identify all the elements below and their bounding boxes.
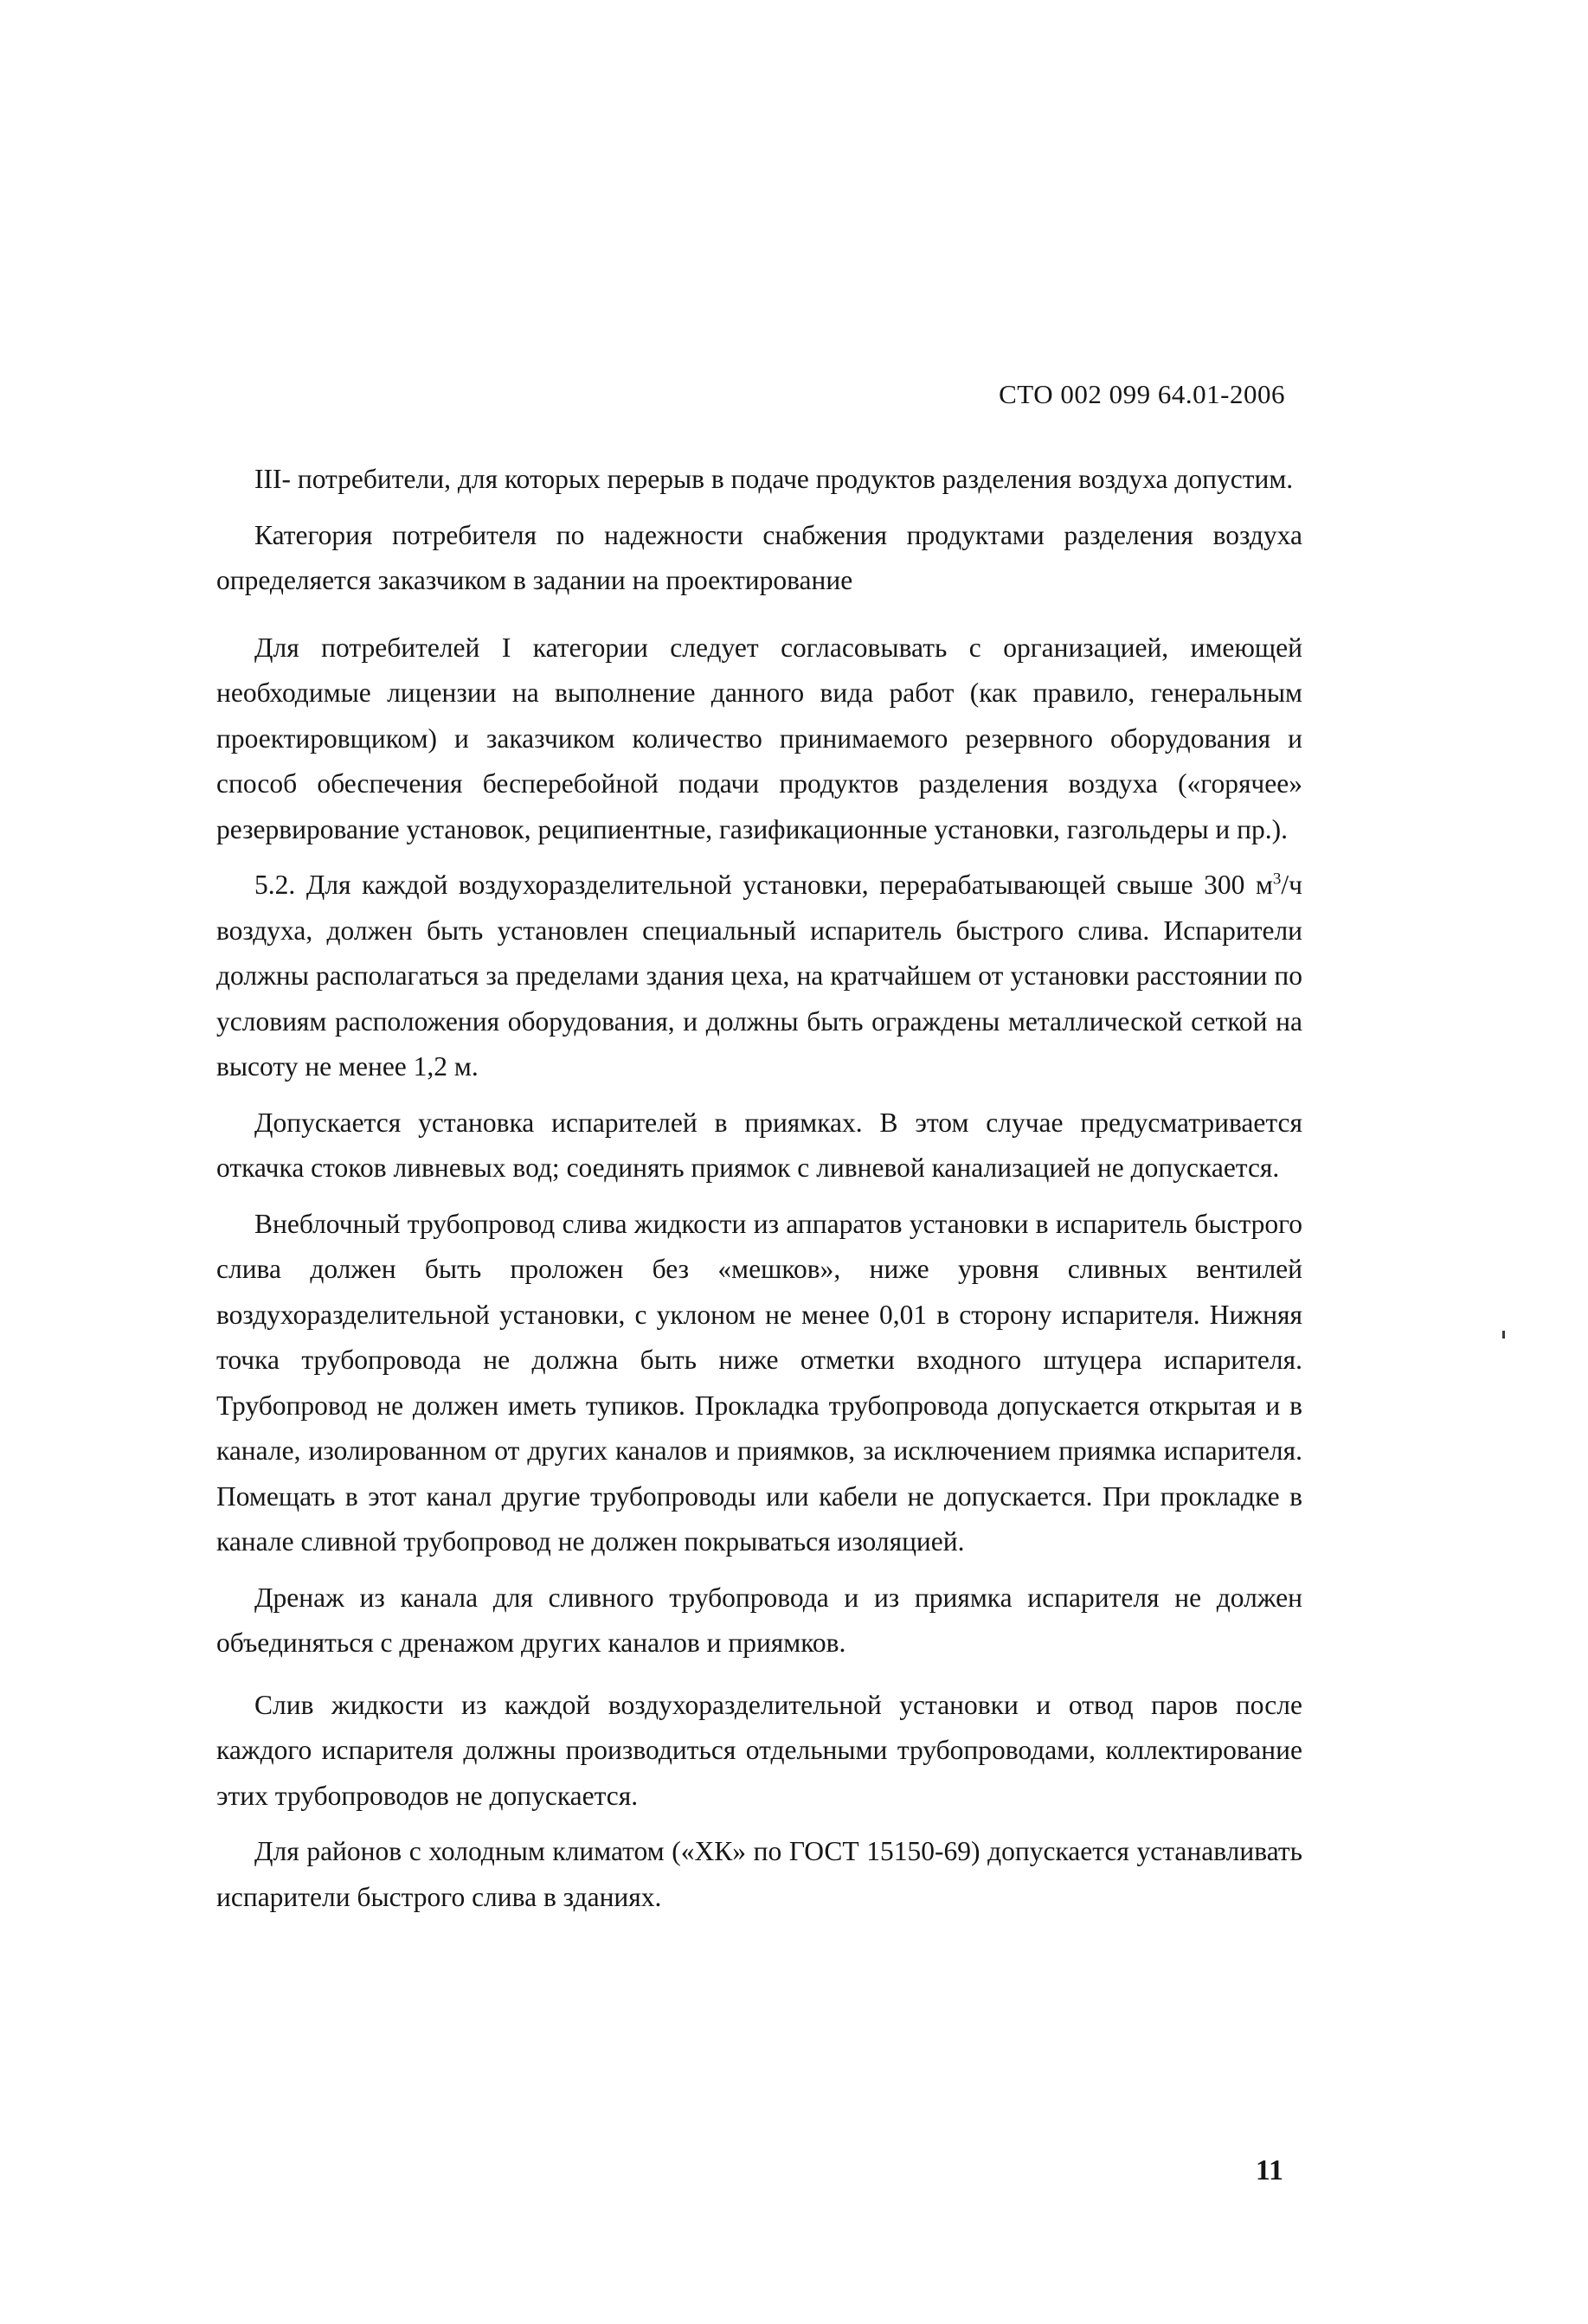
paragraph-category-i-requirements: Для потребителей I категории следует согласовывать с организацией, имеющей необходимые лицензии на выполнение данного вида работ (как правило, генеральным проектировщиком) и заказчиком количество принимаемого резервного оборудования и способ обеспечения бесперебойной подачи продуктов разделения воздуха («горячее» резервирование установок, реципиентные, газификационные установки, газгольдеры и пр.). <box>216 632 1302 844</box>
paragraph-category-iii: III- потребители, для которых перерыв в подаче продуктов разделения воздуха допустим. <box>254 464 1294 494</box>
document-code: СТО 002 099 64.01-2006 <box>999 379 1285 409</box>
scan-speck <box>1502 1331 1505 1339</box>
clause-text-evaporator-location: Испарители должны располагаться за пределами здания цеха, на кратчайшем от установки расстоянии по условиям расположения оборудования, и должны быть ограждены металлической сеткой на высоту не менее 1,2 м. <box>216 915 1303 1082</box>
paragraph-channel-drainage: Дренаж из канала для сливного трубопровода и из приямка испарителя не должен объединяться с дренажом других каналов и приямков. <box>216 1582 1302 1658</box>
page-number: 11 <box>1255 2154 1283 2186</box>
clause-number: 5.2. <box>254 870 296 900</box>
unit-exponent: 3 <box>1272 870 1282 889</box>
paragraph-category-definition: Категория потребителя по надежности снабжения продуктами разделения воздуха определяется заказчиком в задании на проектирование <box>216 519 1302 595</box>
paragraph-cold-climate: Для районов с холодным климатом («ХК» по ГОСТ 15150-69) допускается устанавливать испарители быстрого слива в зданиях. <box>216 1836 1302 1912</box>
document-body <box>216 457 1302 1936</box>
clause-text-after-unit: /ч воздуха, должен быть установлен специальный испаритель быстрого слива. <box>216 870 1302 946</box>
paragraph-separate-pipelines: Слив жидкости из каждой воздухоразделительной установки и отвод паров после каждого испарителя должны производиться отдельными трубопроводами, коллектирование этих трубопроводов не допускается. <box>216 1689 1302 1811</box>
paragraph-clause-5-2 <box>216 863 1302 1090</box>
clause-text-before-unit: Для каждой воздухоразделительной установки, перерабатывающей свыше 300 м <box>305 870 1273 900</box>
paragraph-drain-pipeline: Внеблочный трубопровод слива жидкости из аппаратов установки в испаритель быстрого слива должен быть проложен без «мешков», ниже уровня сливных вентилей воздухоразделительной установки, с уклоном не менее 0,01 в сторону испарителя. Нижняя точка трубопровода не должна быть ниже отметки входного штуцера испарителя. Трубопровод не должен иметь тупиков. Прокладка трубопровода допускается открытая и в канале, изолированном от других каналов и приямков, за исключением приямка испарителя. Помещать в этот канал другие трубопроводы или кабели не допускается. При прокладке в канале сливной трубопровод не должен покрываться изоляцией. <box>216 1208 1302 1557</box>
paragraph-pits: Допускается установка испарителей в приямках. В этом случае предусматривается откачка стоков ливневых вод; соединять приямок с ливневой канализацией не допускается. <box>216 1107 1302 1183</box>
